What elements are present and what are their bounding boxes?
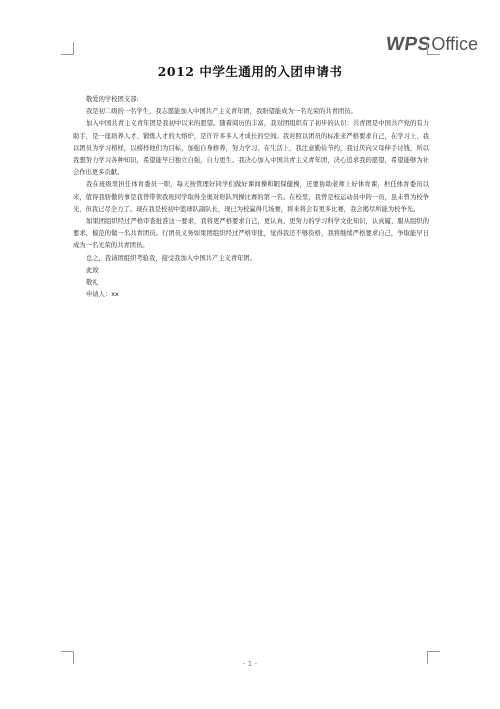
closing-line-2: 敬礼 <box>86 279 99 287</box>
paragraph-1: 我是初二级的一名学生，我志愿能加入中国共产主义青年团，我盼望能成为一名光荣的共青团员。 <box>86 108 357 116</box>
closing-line-1: 此致 <box>86 266 99 274</box>
page-number: - 1 - <box>243 660 257 668</box>
document-title: 2012 中学生通用的入团申请书 <box>157 64 343 79</box>
paragraph-5: 总之，我请团组织考验我，接受我加入中国共产主义青年团。 <box>86 254 257 262</box>
paragraph-4: 如果团组织经过严格审查批准这一要求，我将更严格要求自己，更认真、更努力的学习科学文化知识，认真履、服从组织的要求，模范的做一名共青团员。行团员义务如果团组织经过严格审批，觉得我还不够资格，我将继续严格要求自己，争取能早日成为一名光荣的共青团员。 <box>73 218 429 250</box>
logo-office-text: Office <box>431 34 478 54</box>
document-body <box>73 94 429 301</box>
paragraph-2: 加入中国共青主义青年团是我初中以来的愿望。随着阅历的丰富，我对团组织有了初步的认识：共青团是中国共产党的有力助手，是一座培养人才、锻炼人才的大熔炉，是许许多多人才成长的空间。我对照以团员的标准来严格要求自己，在学习上，我以团员为学习榜样，以榜样他们为目标，加强自身修养，努力学习。在生活上，我注意勤俭节约，我讨厌向父母伸手讨钱，所以我想努力学习各种知识，希望能早日独立自强，自力更生。我决心加入中国共青主义青年团，决心追求我的愿望，希望能够为社会作出更多贡献。 <box>73 120 429 177</box>
crop-mark-top-left <box>61 42 74 55</box>
salutation: 敬爱的学校团支部: <box>86 96 139 103</box>
logo-wps-text: WPS <box>384 34 432 55</box>
applicant-signature: 申请人：xx <box>86 291 119 299</box>
paragraph-3: 我在班级里担任体育委员一职，每天按管理好同学们做好课间操和眼保健操，还要协助老师上好体育课，担任体育委员以来，值得我骄傲的事是我曾带领我班同学取得全奥对形队列操比赛的第一名。在校里，我曾是校运动员中的一员，虽未曾为校争光，但我已尽全力了。现在我是校初中篮球队副队长，现已为校赢得几场赛，将来将会有更多比赛，我会揭尽所能为校争光。 <box>73 181 429 213</box>
crop-mark-top-right <box>427 42 440 55</box>
